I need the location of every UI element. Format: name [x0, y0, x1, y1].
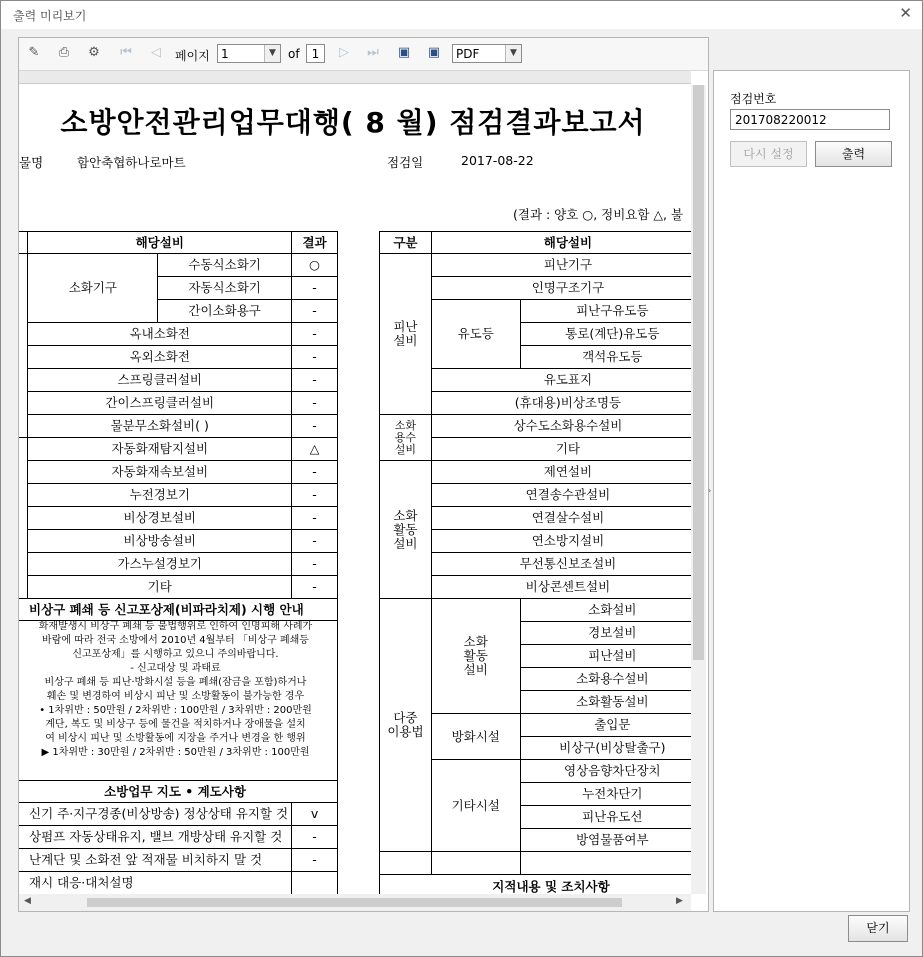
multi-fire-group: 소화 활동 설비: [431, 599, 520, 714]
building-value: 함안축협하나로마트: [77, 155, 186, 170]
table-cell: v: [292, 803, 338, 826]
table-cell: 상펌프 자동상태유지, 밸브 개방상태 유지할 것: [19, 826, 292, 849]
table-cell: △: [292, 438, 338, 461]
scroll-left-icon[interactable]: ◀: [24, 896, 31, 906]
notice-line: 훼손 및 변경하여 비상시 피난 및 소방활동이 불가능한 경우: [46, 691, 305, 702]
page-select-value: 1: [221, 47, 229, 61]
notice-line: 바람에 따라 전국 소방에서 2010년 4월부터 「비상구 폐쇄등: [42, 635, 309, 646]
table-cell: 가스누설경보기: [28, 553, 292, 576]
evac-group: 피난 설비: [380, 254, 432, 415]
table-cell: 누전차단기: [520, 783, 691, 806]
next-page-icon[interactable]: ▷: [339, 45, 349, 60]
table-cell: 자동식소화기: [158, 277, 292, 300]
table-cell: 유도표지: [431, 369, 691, 392]
table-cell: 누전경보기: [28, 484, 292, 507]
table-cell: -: [292, 849, 338, 872]
table-cell: 피난구유도등: [520, 300, 691, 323]
first-page-icon[interactable]: ⏮: [120, 45, 132, 60]
table-cell: 상수도소화용수설비: [431, 415, 691, 438]
table-cell: [292, 872, 338, 895]
title-bar: [1, 1, 922, 29]
table-cell: 기타: [431, 438, 691, 461]
total-pages: 1: [306, 44, 325, 63]
table-cell: 수동식소화기: [158, 254, 292, 277]
table-header-row: [380, 232, 692, 254]
building-label: 물명: [19, 155, 44, 170]
water-group: 소화 용수 설비: [380, 415, 432, 461]
date-value: 2017-08-22: [461, 153, 534, 168]
table-cell: 옥내소화전: [28, 323, 292, 346]
table-cell: 간이스프링클러설비: [28, 392, 292, 415]
table-cell: -: [292, 484, 338, 507]
vertical-scroll-thumb[interactable]: [693, 85, 704, 660]
table-cell: (휴대용)비상조명등: [431, 392, 691, 415]
guide-group: 유도등: [431, 300, 520, 369]
export-format-value: PDF: [456, 47, 480, 61]
notice-body: [19, 620, 338, 760]
print-icon[interactable]: ⎙: [58, 45, 70, 60]
notice-line: - 신고대상 및 과태료: [130, 663, 221, 674]
horizontal-scroll-thumb[interactable]: [87, 898, 622, 907]
page-label: 페이지: [175, 49, 210, 63]
close-button[interactable]: 닫기: [848, 915, 908, 942]
date-label: 점검일: [387, 155, 424, 170]
table-cell: 비상방송설비: [28, 530, 292, 553]
table-cell: -: [292, 369, 338, 392]
table-cell: 옥외소화전: [28, 346, 292, 369]
edit-icon[interactable]: ✎: [28, 45, 40, 60]
page-select[interactable]: [217, 44, 281, 63]
table-cell: 객석유도등: [520, 346, 691, 369]
table-header-row: [19, 232, 338, 254]
notice-line: 계단, 복도 및 비상구 등에 물건을 적치하거나 장애물을 설치: [45, 719, 306, 730]
extinguisher-group: 소화기구: [28, 254, 158, 323]
vertical-scrollbar[interactable]: [691, 85, 706, 894]
table-cell: -: [292, 461, 338, 484]
table-cell: 신기 주·지구경종(비상방송) 정상상태 유지할 것: [19, 803, 292, 826]
table-cell: 소화설비: [520, 599, 691, 622]
table-cell: -: [292, 576, 338, 599]
save-as-icon[interactable]: ▣: [427, 45, 441, 60]
table-cell: 연결송수관설비: [431, 484, 691, 507]
inspection-number-field[interactable]: 201708220012: [730, 109, 890, 130]
window-title: 출력 미리보기: [13, 9, 87, 23]
table-cell: -: [292, 277, 338, 300]
table-cell: 방염물품여부: [520, 829, 691, 852]
other-group: 기타시설: [431, 760, 520, 852]
header-category: 구분: [380, 232, 432, 254]
table-cell: -: [292, 323, 338, 346]
fireproof-group: 방화시설: [431, 714, 520, 760]
table-cell: 영상음향차단장치: [520, 760, 691, 783]
options-panel: [713, 70, 910, 912]
chevron-down-icon: ▼: [505, 45, 521, 62]
table-cell: 연결살수설비: [431, 507, 691, 530]
header-result: 결과: [292, 232, 338, 254]
save-icon[interactable]: ▣: [397, 45, 411, 60]
table-cell: 자동화재탐지설비: [28, 438, 292, 461]
table-cell: 비상구(비상탈출구): [520, 737, 691, 760]
table-cell: -: [292, 346, 338, 369]
table-cell: 피난유도선: [520, 806, 691, 829]
remarks-title: 지적내용 및 조치사항: [380, 875, 692, 895]
table-cell: 경보설비: [520, 622, 691, 645]
table-cell: 연소방지설비: [431, 530, 691, 553]
notice-line: 여 비상시 피난 및 소방활동에 지장을 주거나 변경을 한 행위: [45, 733, 306, 744]
notice-line: 비상구 폐쇄 등 피난·방화시설 등을 폐쇄(잠금을 포함)하거나: [44, 677, 307, 688]
table-cell: -: [292, 553, 338, 576]
table-cell: 물분무소화설비( ): [28, 415, 292, 438]
close-icon[interactable]: ✕: [899, 4, 912, 22]
last-page-icon[interactable]: ⏭: [367, 45, 379, 60]
previous-page-icon[interactable]: ◁: [151, 45, 161, 60]
notice-title: 비상구 폐쇄 등 신고포상제(비파라치제) 시행 안내: [19, 599, 338, 621]
table-cell: 피난설비: [520, 645, 691, 668]
notice-line: • 1차위반 : 50만원 / 2차위반 : 100만원 / 3차위반 : 200만원: [39, 705, 312, 716]
table-cell: 통로(계단)유도등: [520, 323, 691, 346]
table-cell: 피난기구: [431, 254, 691, 277]
notice-line: 신고포상제」를 시행하고 있으니 주의바랍니다.: [72, 649, 279, 660]
guidance-title: 소방업무 지도 • 계도사항: [19, 781, 338, 803]
inspection-number-label: 점검번호: [730, 92, 777, 106]
report-title: 소방안전관리업무대행( 8 월) 점검결과보고서: [60, 106, 646, 139]
report-page-area: [19, 71, 691, 894]
activity-group: 소화 활동 설비: [380, 461, 432, 599]
horizontal-scrollbar[interactable]: [19, 894, 691, 911]
table-cell: -: [292, 392, 338, 415]
table-cell: 자동화재속보설비: [28, 461, 292, 484]
report-viewer: [18, 37, 712, 912]
table-cell: 비상경보설비: [28, 507, 292, 530]
notice-line: ▶ 1차위반 : 30만원 / 2차위반 : 50만원 / 3차위반 : 100만원: [41, 747, 310, 758]
table-cell: -: [292, 530, 338, 553]
table-cell: 난계단 및 소화전 앞 적재물 비치하지 말 것: [19, 849, 292, 872]
table-cell: 비상콘센트설비: [431, 576, 691, 599]
of-label: of: [288, 47, 300, 61]
reset-button[interactable]: 다시 설정: [730, 141, 807, 167]
table-cell: -: [292, 826, 338, 849]
chevron-down-icon: ▼: [264, 45, 280, 62]
table-cell: 기타: [28, 576, 292, 599]
table-cell: 인명구조기구: [431, 277, 691, 300]
right-equipment-table: [379, 231, 691, 894]
report-page: [19, 71, 691, 894]
table-cell: -: [292, 415, 338, 438]
result-legend: (결과 : 양호 ○, 정비요함 △, 불: [513, 207, 684, 222]
table-cell: 무선통신보조설비: [431, 553, 691, 576]
export-format-select[interactable]: [452, 44, 522, 63]
print-button[interactable]: 출력: [815, 141, 892, 167]
table-cell: -: [292, 300, 338, 323]
table-cell: 소화용수설비: [520, 668, 691, 691]
table-cell: 출입문: [520, 714, 691, 737]
table-cell: -: [292, 507, 338, 530]
multi-use-group: 다중 이용법: [380, 599, 432, 852]
table-cell: 간이소화용구: [158, 300, 292, 323]
header-equipment: 해당설비: [431, 232, 691, 254]
table-cell: 소화활동설비: [520, 691, 691, 714]
table-cell: 재시 대응·대처설명: [19, 872, 292, 895]
left-equipment-table: [19, 231, 338, 894]
header-equipment: 해당설비: [28, 232, 292, 254]
table-cell: 제연설비: [431, 461, 691, 484]
splitter-handle-icon[interactable]: ›: [708, 486, 712, 495]
table-cell: 스프링클러설비: [28, 369, 292, 392]
viewer-toolbar: [19, 38, 708, 71]
print-setup-icon[interactable]: ⚙: [88, 45, 100, 60]
scroll-right-icon[interactable]: ▶: [676, 896, 683, 906]
notice-line: 화재발생시 비상구 폐쇄 등 불법행위로 인하여 인명피해 사례가: [38, 621, 313, 632]
table-cell: ○: [292, 254, 338, 277]
